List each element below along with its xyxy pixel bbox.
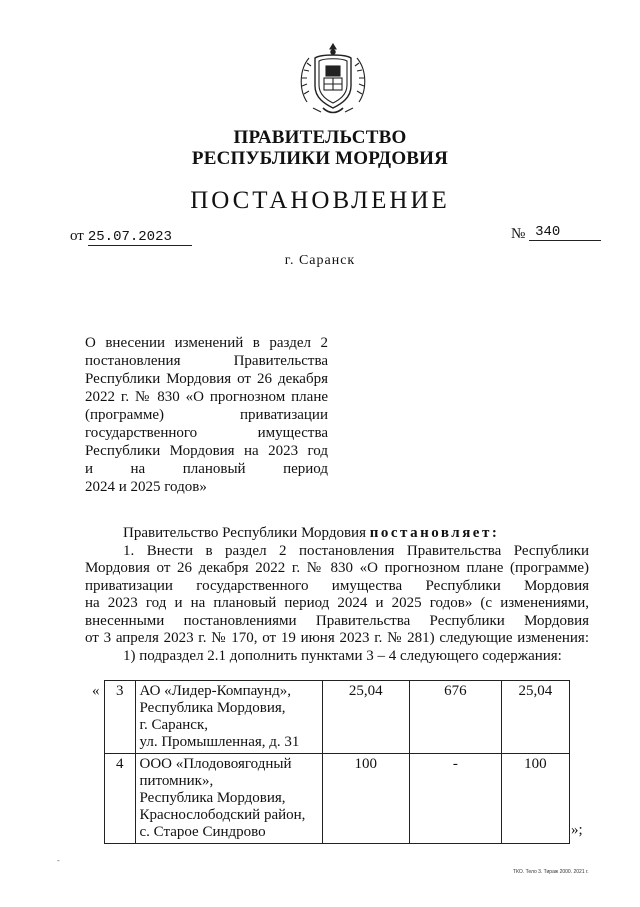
row-number: 3 <box>105 681 136 754</box>
row-name-line: ООО «Плодовоягодный <box>139 756 292 772</box>
subject-line: государственного имущества <box>85 425 328 441</box>
row-name-line: питомник», <box>139 773 214 789</box>
date-prefix: от <box>70 228 84 244</box>
intro-text: Правительство Республики Мордовия <box>123 525 366 541</box>
privatization-table <box>104 680 570 844</box>
row-value-3: 100 <box>501 754 569 844</box>
org-name-line1: ПРАВИТЕЛЬСТВО <box>233 127 407 148</box>
row-value-2: - <box>409 754 501 844</box>
p1-line: Мордовия от 26 декабря 2022 г. № 830 «О прогнозном плане (программе) <box>85 560 589 576</box>
intro-paragraph <box>85 525 589 543</box>
table-row <box>105 754 570 844</box>
coat-of-arms-emblem <box>293 42 373 118</box>
subject-line: (программе) приватизации <box>85 407 328 423</box>
date-field <box>70 228 192 246</box>
number-field <box>511 226 601 244</box>
subject-line: Республики Мордовия на 2023 год <box>85 443 328 459</box>
p1-line: приватизации государственного имущества Республики Мордовия <box>85 577 589 594</box>
row-name-line: г. Саранск, <box>139 717 209 733</box>
city-line: г. Саранск <box>284 253 356 268</box>
footer-print-note: ТКО. Тело 3. Тираж 2000. 2021 г. <box>513 869 589 875</box>
row-name-line: Краснослободский район, <box>139 807 306 823</box>
row-name <box>135 754 322 844</box>
p1-line: от 3 апреля 2023 г. № 170, от 19 июня 2023 г. № 281) следующие изменения: <box>85 630 589 646</box>
row-value-1: 100 <box>322 754 409 844</box>
footer-mark: - <box>57 856 60 865</box>
subject-line: постановления Правительства <box>85 353 328 369</box>
document-type-title: ПОСТАНОВЛЕНИЕ <box>190 187 450 214</box>
row-name-line: АО «Лидер-Компаунд», <box>139 683 291 699</box>
number-prefix: № <box>511 226 526 242</box>
row-name-line: ул. Промышленная, д. 31 <box>139 734 300 750</box>
subject-block <box>85 334 328 496</box>
date-value: 25.07.2023 <box>88 230 192 246</box>
subject-line: О внесении изменений в раздел 2 <box>85 335 328 351</box>
p1-line: внесенными постановлениями Правительства Республики Мордовия <box>85 612 589 629</box>
intro-verb: постановляет: <box>369 525 500 541</box>
table-close-quote: »; <box>571 822 583 838</box>
row-value-2: 676 <box>409 681 501 754</box>
row-value-3: 25,04 <box>501 681 569 754</box>
row-name <box>135 681 322 754</box>
number-value: 340 <box>529 225 601 241</box>
p1-line: на 2023 год и на плановый период 2024 и 2025 годов» (с изменениями, <box>85 595 589 611</box>
subject-line: Республики Мордовия от 26 декабря <box>85 371 328 387</box>
row-number: 4 <box>105 754 136 844</box>
subject-line: и на плановый период <box>85 461 328 477</box>
row-name-line: Республика Мордовия, <box>139 700 286 716</box>
table-open-quote: « <box>92 683 100 699</box>
table-row <box>105 681 570 754</box>
row-name-line: Республика Мордовия, <box>139 790 286 806</box>
org-name-line2: РЕСПУБЛИКИ МОРДОВИЯ <box>191 148 449 169</box>
p1-line: 1. Внести в раздел 2 постановления Правительства Республики <box>123 542 589 559</box>
body-text <box>85 525 589 665</box>
subject-line: 2022 г. № 830 «О прогнозном плане <box>85 389 328 405</box>
subject-line: 2024 и 2025 годов» <box>85 479 207 495</box>
p2-line: 1) подраздел 2.1 дополнить пунктами 3 – 4 следующего содержания: <box>123 647 562 664</box>
row-name-line: с. Старое Синдрово <box>139 824 266 840</box>
row-value-1: 25,04 <box>322 681 409 754</box>
